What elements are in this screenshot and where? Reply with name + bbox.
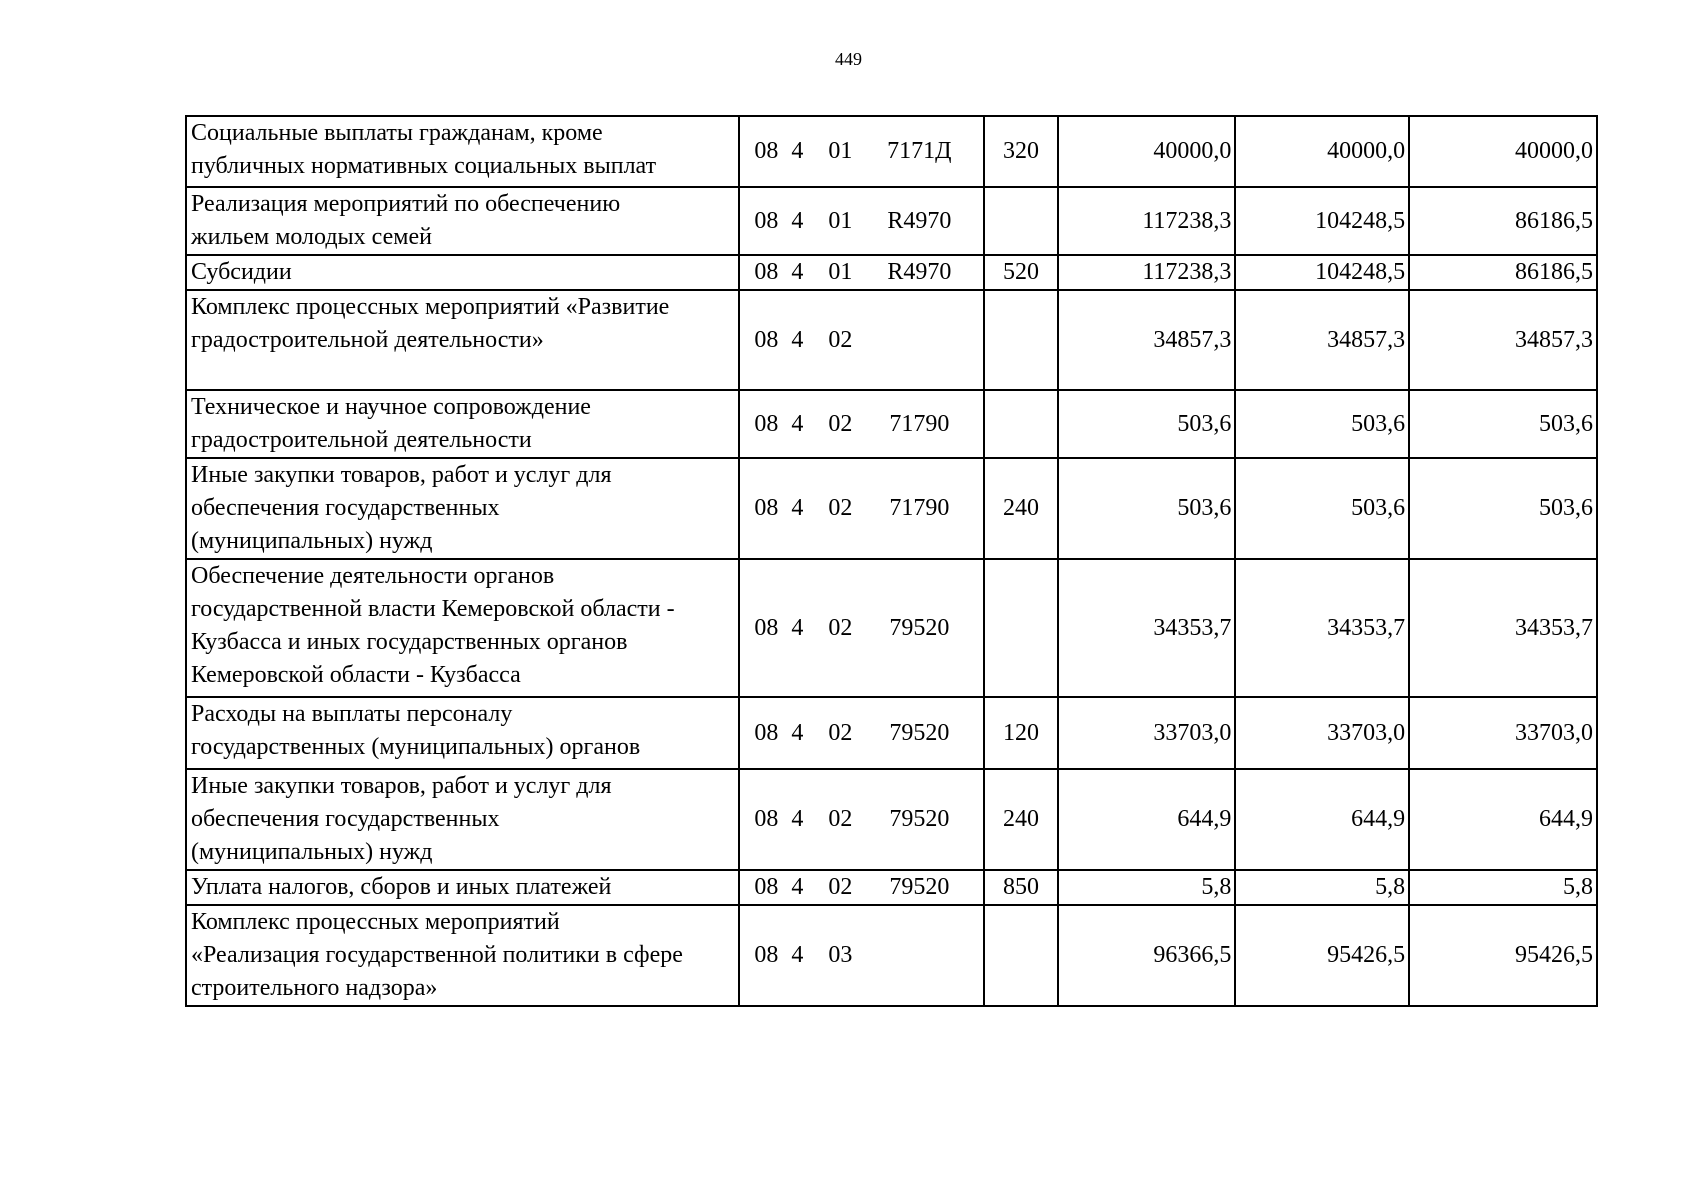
- row-name: Уплата налогов, сборов и иных платежей: [186, 870, 739, 905]
- code-subprogram: 4: [791, 495, 804, 521]
- amount-year-2: 503,6: [1235, 458, 1409, 559]
- page-number: 449: [835, 49, 862, 69]
- row-codes: [739, 905, 984, 1006]
- row-name: Иные закупки товаров, работ и услуг для обеспечения государственных (муниципальных) нужд: [186, 769, 739, 870]
- amount-year-3: 33703,0: [1409, 697, 1597, 769]
- table-row: [186, 870, 1597, 905]
- row-codes: [739, 458, 984, 559]
- code-target-article: R4970: [887, 259, 952, 285]
- row-codes: [739, 769, 984, 870]
- row-name: Комплекс процессных мероприятий «Развитие градостроительной деятельности»: [186, 290, 739, 390]
- code-subprogram: 4: [791, 138, 804, 164]
- code-subprogram: 4: [791, 942, 804, 968]
- expense-type: [984, 905, 1057, 1006]
- amount-year-3: 503,6: [1409, 390, 1597, 458]
- code-target-article: 71790: [889, 410, 950, 437]
- row-name: Техническое и научное сопровождение градостроительной деятельности: [186, 390, 739, 458]
- amount-year-1: 96366,5: [1058, 905, 1236, 1006]
- table-body: [186, 116, 1597, 1006]
- row-codes: [739, 187, 984, 255]
- table-row: [186, 116, 1597, 187]
- expense-type: 850: [984, 870, 1057, 905]
- row-name: Комплекс процессных мероприятий «Реализация государственной политики в сфере строительного надзора»: [186, 905, 739, 1006]
- code-subprogram: 4: [791, 719, 804, 746]
- code-section: 08: [754, 326, 779, 353]
- amount-year-3: 95426,5: [1409, 905, 1597, 1006]
- budget-table: [185, 115, 1598, 1007]
- amount-year-3: 34857,3: [1409, 290, 1597, 390]
- code-section: 08: [754, 719, 779, 746]
- table-row: [186, 697, 1597, 769]
- expense-type: [984, 559, 1057, 697]
- row-name: Социальные выплаты гражданам, кроме публичных нормативных социальных выплат: [186, 116, 739, 187]
- table-row: [186, 390, 1597, 458]
- code-section: 08: [754, 259, 779, 285]
- amount-year-1: 34857,3: [1058, 290, 1236, 390]
- amount-year-2: 104248,5: [1235, 255, 1409, 290]
- amount-year-3: 5,8: [1409, 870, 1597, 905]
- code-complex: 01: [828, 207, 853, 234]
- table-row: [186, 905, 1597, 1006]
- amount-year-2: 33703,0: [1235, 697, 1409, 769]
- row-codes: [739, 290, 984, 390]
- amount-year-2: 34857,3: [1235, 290, 1409, 390]
- expense-type: [984, 187, 1057, 255]
- code-subprogram: 4: [791, 259, 804, 285]
- amount-year-3: 503,6: [1409, 458, 1597, 559]
- amount-year-1: 503,6: [1058, 458, 1236, 559]
- code-section: 08: [754, 874, 779, 900]
- code-complex: 03: [828, 942, 853, 968]
- row-codes: [739, 390, 984, 458]
- row-name: Обеспечение деятельности органов государственной власти Кемеровской области - Кузбасса и иных государственных органов Кемеровской области - Кузбасса: [186, 559, 739, 697]
- code-target-article: 79520: [889, 874, 950, 900]
- amount-year-1: 503,6: [1058, 390, 1236, 458]
- code-subprogram: 4: [791, 326, 804, 353]
- code-subprogram: 4: [791, 207, 804, 234]
- amount-year-2: 104248,5: [1235, 187, 1409, 255]
- code-subprogram: 4: [791, 874, 804, 900]
- amount-year-1: 33703,0: [1058, 697, 1236, 769]
- code-complex: 02: [828, 410, 853, 437]
- code-complex: 01: [828, 138, 853, 164]
- code-complex: 02: [828, 874, 853, 900]
- amount-year-2: 5,8: [1235, 870, 1409, 905]
- amount-year-3: 40000,0: [1409, 116, 1597, 187]
- row-codes: [739, 116, 984, 187]
- expense-type: 320: [984, 116, 1057, 187]
- amount-year-1: 40000,0: [1058, 116, 1236, 187]
- row-codes: [739, 697, 984, 769]
- code-complex: 02: [828, 326, 853, 353]
- amount-year-2: 644,9: [1235, 769, 1409, 870]
- table-row: [186, 290, 1597, 390]
- amount-year-3: 86186,5: [1409, 187, 1597, 255]
- amount-year-1: 5,8: [1058, 870, 1236, 905]
- table-row: [186, 187, 1597, 255]
- code-target-article: 79520: [889, 614, 950, 641]
- amount-year-2: 503,6: [1235, 390, 1409, 458]
- code-section: 08: [754, 410, 779, 437]
- row-name: Иные закупки товаров, работ и услуг для обеспечения государственных (муниципальных) нужд: [186, 458, 739, 559]
- code-complex: 01: [828, 259, 853, 285]
- row-name: Реализация мероприятий по обеспечению жильем молодых семей: [186, 187, 739, 255]
- code-complex: 02: [828, 495, 853, 521]
- code-target-article: 7171Д: [887, 138, 952, 164]
- amount-year-1: 34353,7: [1058, 559, 1236, 697]
- amount-year-2: 40000,0: [1235, 116, 1409, 187]
- amount-year-1: 117238,3: [1058, 187, 1236, 255]
- row-name: Субсидии: [186, 255, 739, 290]
- code-subprogram: 4: [791, 806, 804, 832]
- expense-type: [984, 290, 1057, 390]
- code-section: 08: [754, 207, 779, 234]
- code-section: 08: [754, 495, 779, 521]
- code-complex: 02: [828, 614, 853, 641]
- expense-type: 520: [984, 255, 1057, 290]
- table-row: [186, 458, 1597, 559]
- code-subprogram: 4: [791, 410, 804, 437]
- code-complex: 02: [828, 719, 853, 746]
- row-codes: [739, 870, 984, 905]
- expense-type: [984, 390, 1057, 458]
- code-complex: 02: [828, 806, 853, 832]
- code-target-article: 71790: [889, 495, 950, 521]
- amount-year-3: 644,9: [1409, 769, 1597, 870]
- code-section: 08: [754, 614, 779, 641]
- table-row: [186, 255, 1597, 290]
- amount-year-2: 95426,5: [1235, 905, 1409, 1006]
- amount-year-1: 644,9: [1058, 769, 1236, 870]
- code-target-article: 79520: [889, 719, 950, 746]
- expense-type: 240: [984, 458, 1057, 559]
- table-row: [186, 559, 1597, 697]
- row-name: Расходы на выплаты персоналу государственных (муниципальных) органов: [186, 697, 739, 769]
- expense-type: 240: [984, 769, 1057, 870]
- code-section: 08: [754, 138, 779, 164]
- row-codes: [739, 559, 984, 697]
- code-subprogram: 4: [791, 614, 804, 641]
- expense-type: 120: [984, 697, 1057, 769]
- row-codes: [739, 255, 984, 290]
- amount-year-3: 34353,7: [1409, 559, 1597, 697]
- code-target-article: R4970: [887, 207, 952, 234]
- amount-year-3: 86186,5: [1409, 255, 1597, 290]
- amount-year-2: 34353,7: [1235, 559, 1409, 697]
- code-target-article: 79520: [889, 806, 950, 832]
- amount-year-1: 117238,3: [1058, 255, 1236, 290]
- code-section: 08: [754, 942, 779, 968]
- code-section: 08: [754, 806, 779, 832]
- table-row: [186, 769, 1597, 870]
